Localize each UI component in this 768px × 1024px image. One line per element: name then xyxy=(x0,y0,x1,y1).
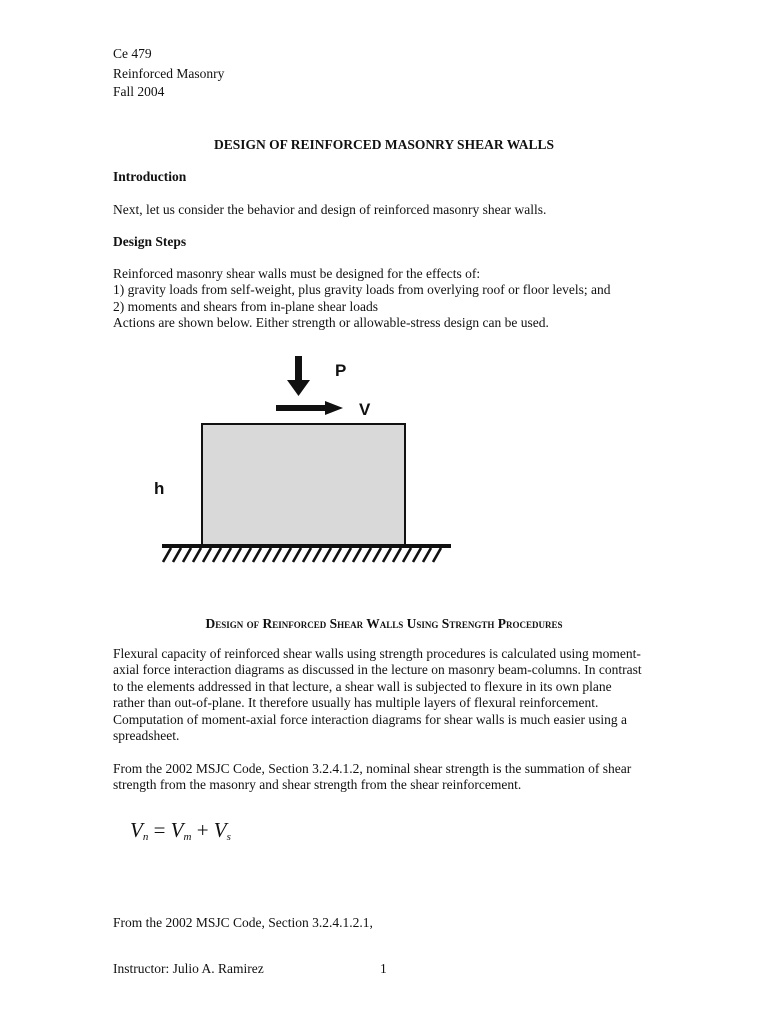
design-steps-line: 2) moments and shears from in-plane shear loads xyxy=(113,298,379,314)
design-steps-line: Actions are shown below. Either strength or allowable-stress design can be used. xyxy=(113,315,549,331)
design-steps-heading: Design Steps xyxy=(113,234,187,249)
label-p: P xyxy=(335,361,347,380)
label-h: h xyxy=(154,479,165,498)
code-reference: From the 2002 MSJC Code, Section 3.2.4.1.2.1, xyxy=(113,915,373,930)
paragraph-line: spreadsheet. xyxy=(113,728,180,744)
ground-line xyxy=(162,544,451,548)
equation-subscript: m xyxy=(183,831,192,843)
shear-strength-paragraph xyxy=(113,761,653,794)
paragraph-line: axial force interaction diagrams as discussed in the lecture on masonry beam-columns. In contrast xyxy=(113,662,642,678)
footer-instructor: Instructor: Julio A. Ramirez xyxy=(113,961,264,976)
course-subject: Reinforced Masonry xyxy=(113,66,225,81)
course-number: Ce 479 xyxy=(113,46,152,61)
paragraph-line: From the 2002 MSJC Code, Section 3.2.4.1.2, nominal shear strength is the summation of shear xyxy=(113,761,632,776)
design-steps-line: 1) gravity loads from self-weight, plus gravity loads from overlying roof or floor levels; and xyxy=(113,282,611,298)
page-title: DESIGN OF REINFORCED MASONRY SHEAR WALLS xyxy=(214,137,554,152)
equation-subscript: s xyxy=(226,831,231,843)
equation-equals: = xyxy=(148,818,171,842)
intro-heading: Introduction xyxy=(113,169,187,184)
shear-strength-equation xyxy=(130,818,231,843)
shear-wall-diagram xyxy=(113,348,493,584)
design-steps-line: Reinforced masonry shear walls must be designed for the effects of: xyxy=(113,266,481,281)
equation-term: V xyxy=(213,818,227,842)
label-v: V xyxy=(359,400,371,419)
equation-term: V xyxy=(130,818,143,842)
shear-wall xyxy=(202,424,405,545)
design-steps-text xyxy=(113,266,653,332)
paragraph-line: to the elements addressed in that lecture, a shear wall is subjected to flexure in its own plane xyxy=(113,678,612,694)
equation-plus: + xyxy=(191,818,214,842)
paragraph-line: strength from the masonry and shear strength from the shear reinforcement. xyxy=(113,777,522,793)
intro-text: Next, let us consider the behavior and design of reinforced masonry shear walls. xyxy=(113,202,547,217)
equation-term: V xyxy=(170,818,184,842)
equation-subscript: n xyxy=(142,831,149,843)
paragraph-line: Computation of moment-axial force interaction diagrams for shear walls is much easier using a xyxy=(113,711,627,727)
section-heading: Design of Reinforced Shear Walls Using Strength Procedures xyxy=(205,616,563,631)
course-term: Fall 2004 xyxy=(113,84,165,99)
paragraph-line: Flexural capacity of reinforced shear walls using strength procedures is calculated using moment- xyxy=(113,646,641,661)
page-number: 1 xyxy=(380,961,387,976)
paragraph-line: rather than out-of-plane. It therefore usually has multiple layers of flexural reinforcement. xyxy=(113,695,599,711)
flexural-paragraph xyxy=(113,646,653,744)
